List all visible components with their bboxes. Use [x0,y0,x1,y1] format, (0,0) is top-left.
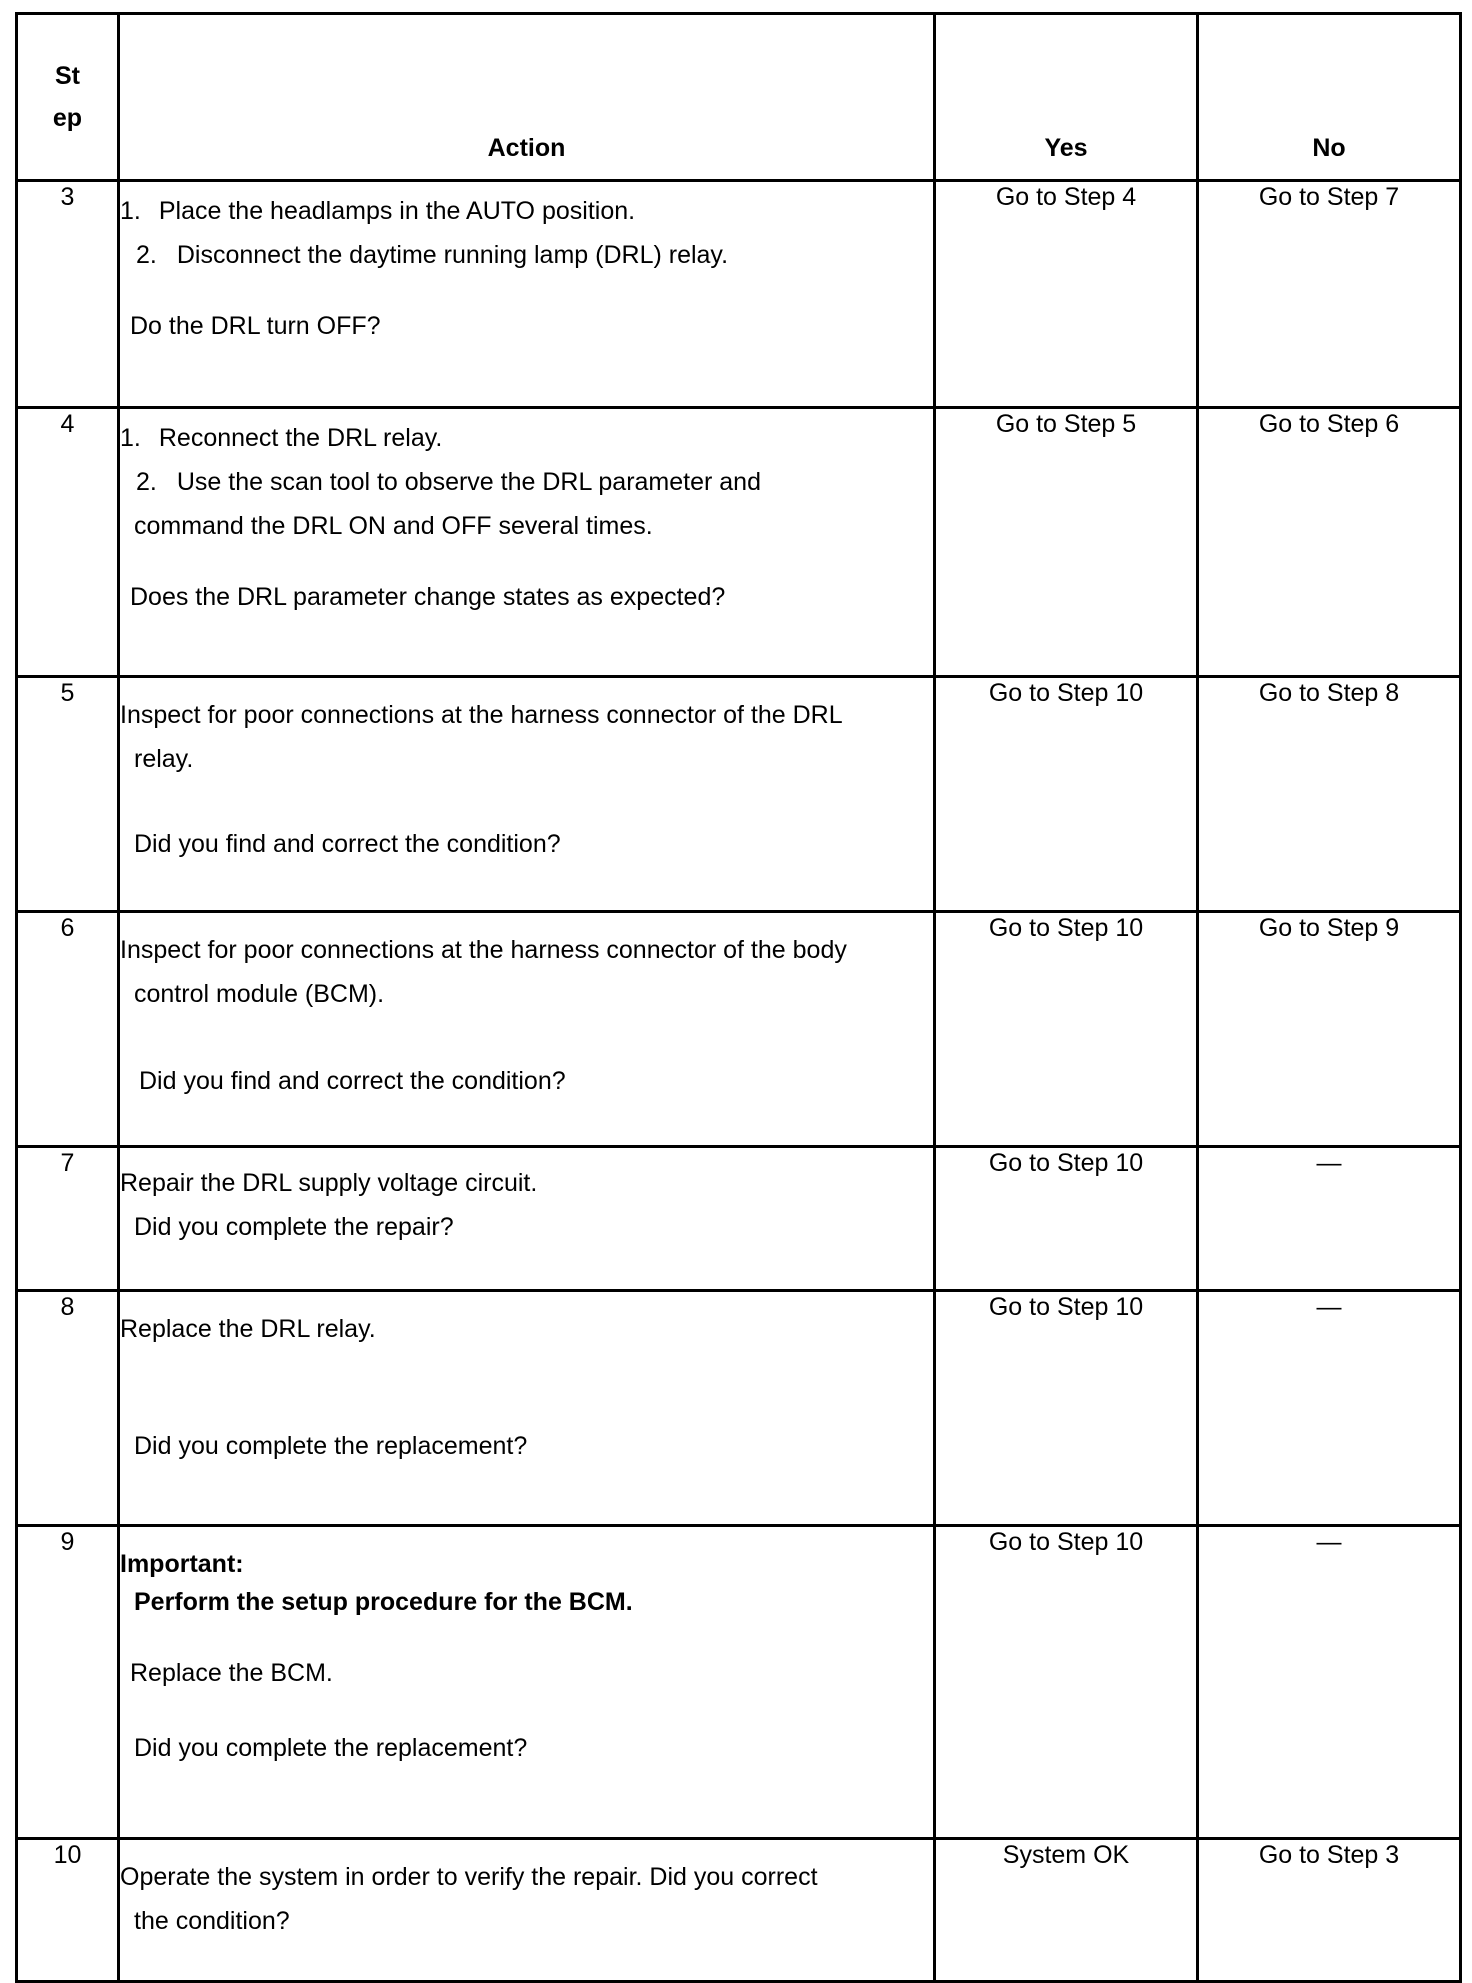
action-cell [119,1147,935,1291]
table-row [17,408,1461,677]
table-row [17,1839,1461,1982]
yes-cell: Go to Step 10 [935,1526,1198,1839]
action-text: Reconnect the DRL relay. [158,424,443,452]
action-cell [119,1291,935,1526]
step-number: 6 [17,912,119,1147]
action-question: Did you complete the replacement? [134,1432,528,1460]
action-text: Replace the BCM. [130,1659,333,1687]
table-row [17,677,1461,912]
action-cell [119,912,935,1147]
step-number: 5 [17,677,119,912]
action-text: Operate the system in order to verify the repair. Did you correct [120,1863,818,1891]
step-number: 10 [17,1839,119,1982]
action-question: Did you find and correct the condition? [139,1067,566,1095]
yes-cell: Go to Step 10 [935,1147,1198,1291]
action-text: command the DRL ON and OFF several times. [134,512,653,540]
header-action: Action [119,14,935,181]
action-question: Does the DRL parameter change states as expected? [130,583,726,611]
yes-cell: System OK [935,1839,1198,1982]
action-question: Did you complete the repair? [134,1213,454,1241]
no-cell [1198,1147,1461,1291]
yes-cell: Go to Step 10 [935,1291,1198,1526]
action-cell [119,408,935,677]
no-cell: Go to Step 8 [1198,677,1461,912]
header-yes: Yes [935,14,1198,181]
action-text: control module (BCM). [134,980,385,1008]
step-number: 8 [17,1291,119,1526]
important-label: Important: [120,1550,244,1578]
table-header-row [17,14,1461,181]
no-value-dash: — [1316,1293,1342,1321]
action-question: Did you complete the replacement? [134,1734,528,1762]
action-text: Use the scan tool to observe the DRL parameter and [176,468,761,496]
action-text: Inspect for poor connections at the harness connector of the DRL [120,701,843,729]
table-row [17,1526,1461,1839]
action-question: Do the DRL turn OFF? [130,312,381,340]
action-text: Inspect for poor connections at the harness connector of the body [120,936,847,964]
action-text: Repair the DRL supply voltage circuit. [120,1169,538,1197]
action-num: 1. [120,424,141,452]
action-question: the condition? [134,1907,290,1935]
no-cell: Go to Step 7 [1198,181,1461,408]
action-cell [119,1839,935,1982]
no-cell: Go to Step 9 [1198,912,1461,1147]
no-value-dash: — [1316,1528,1342,1556]
action-text: Disconnect the daytime running lamp (DRL) relay. [176,241,729,269]
step-number: 4 [17,408,119,677]
action-text: Replace the DRL relay. [120,1315,376,1343]
table-row [17,1291,1461,1526]
action-text: relay. [134,745,194,773]
no-cell [1198,1291,1461,1526]
action-cell [119,677,935,912]
action-num: 1. [120,197,141,225]
no-cell: Go to Step 3 [1198,1839,1461,1982]
no-cell: Go to Step 6 [1198,408,1461,677]
no-value-dash: — [1316,1149,1342,1177]
header-step [17,14,119,181]
action-cell [119,181,935,408]
header-step-line1: St [55,62,80,90]
yes-cell: Go to Step 10 [935,677,1198,912]
action-question: Did you find and correct the condition? [134,830,561,858]
step-number: 3 [17,181,119,408]
no-cell [1198,1526,1461,1839]
header-no: No [1198,14,1461,181]
action-cell [119,1526,935,1839]
step-number: 9 [17,1526,119,1839]
step-number: 7 [17,1147,119,1291]
yes-cell: Go to Step 5 [935,408,1198,677]
yes-cell: Go to Step 4 [935,181,1198,408]
table-row [17,181,1461,408]
header-step-line2: ep [52,104,83,132]
table-row [17,912,1461,1147]
table-row [17,1147,1461,1291]
action-num: 2. [136,468,157,496]
important-note: Perform the setup procedure for the BCM. [134,1588,633,1616]
yes-cell: Go to Step 10 [935,912,1198,1147]
action-text: Place the headlamps in the AUTO position. [158,197,636,225]
diagnostic-table [15,12,1462,1983]
action-num: 2. [136,241,157,269]
